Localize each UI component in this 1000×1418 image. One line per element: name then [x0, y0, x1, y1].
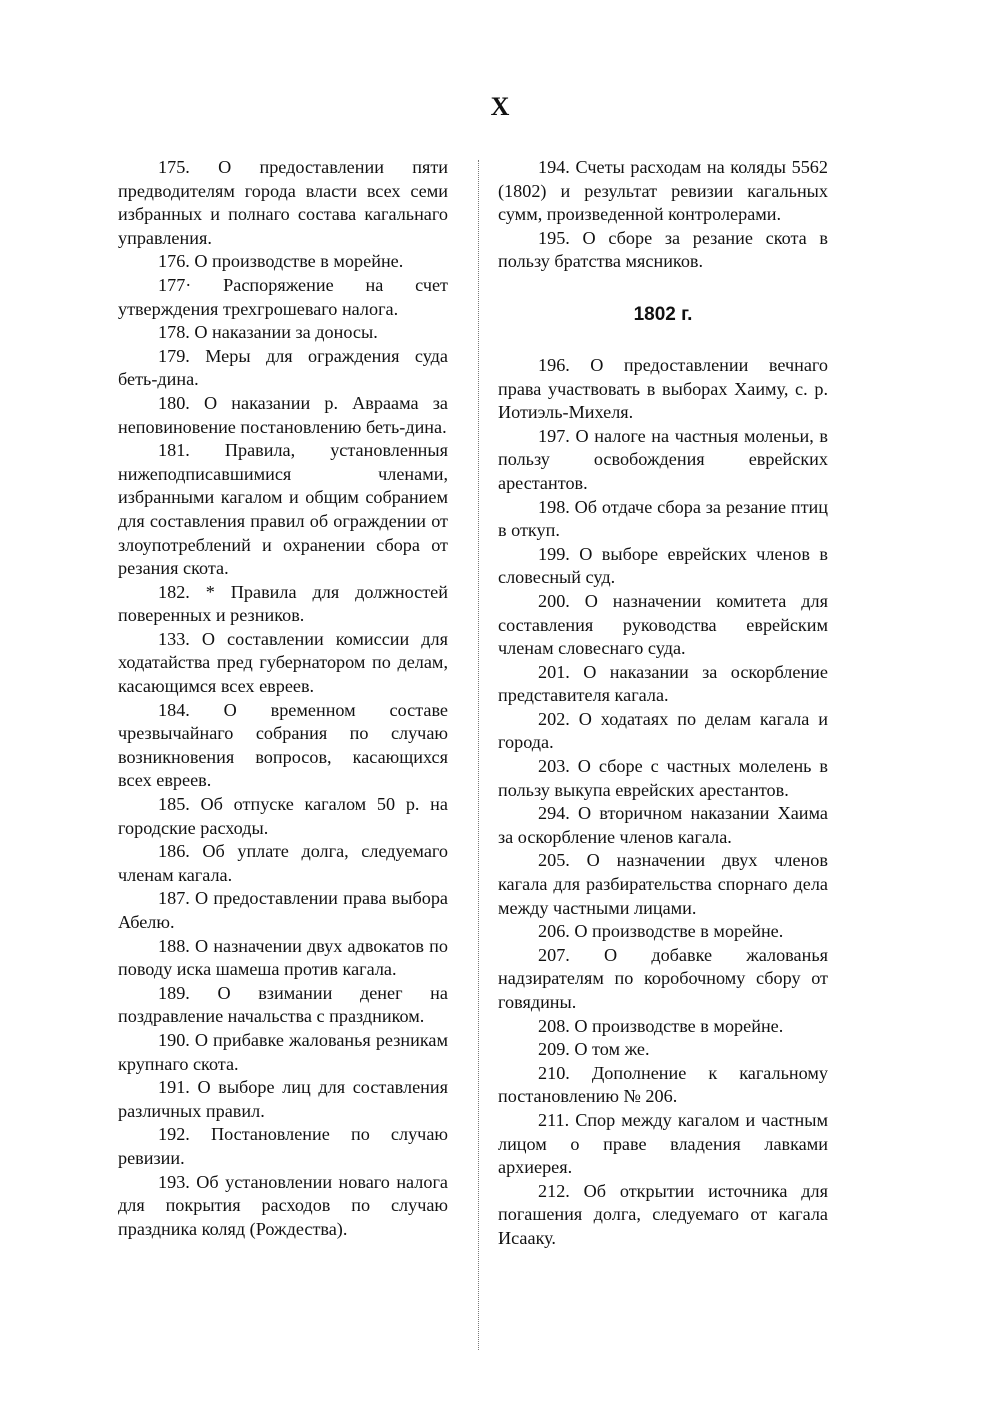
list-item: 181. Правила, установленныя нижеподписавшимися членами, избранными кагалом и общим собранием для составления правил об ограждении от злоупотреблений и охранении сбора от резания скота. — [118, 440, 448, 579]
list-item: 205. О назначении двух членов кагала для разбирательства спорнаго дела между частными лицами. — [498, 850, 828, 918]
list-item: 187. О предоставлении права выбора Абелю. — [118, 888, 448, 932]
list-item: 190. О прибавке жалованья резникам крупнаго скота. — [118, 1029, 448, 1074]
list-item: 185. Об отпуске кагалом 50 р. на городские расходы. — [118, 794, 448, 838]
left-column — [118, 156, 448, 1241]
list-item: 199. О выборе еврейских членов в словесный суд. — [498, 543, 828, 588]
list-item: 210. Дополнение к кагальному постановлению № 206. — [498, 1062, 828, 1107]
list-item: 179. Меры для ограждения суда беть-дина. — [118, 345, 448, 390]
list-item: 211. Спор между кагалом и частным лицом о праве владения лавками архиерея. — [498, 1109, 828, 1178]
list-item: 201. О наказании за оскорбление представителя кагала. — [498, 661, 828, 706]
list-item: 212. Об открытии источника для погашения долга, следуемаго от кагала Исааку. — [498, 1180, 828, 1248]
list-item: 193. Об установлении новаго налога для покрытия расходов по случаю праздника коляд (Рождества). — [118, 1171, 448, 1239]
list-item: 202. О ходатаях по делам кагала и города. — [498, 708, 828, 753]
list-item: 203. О сборе с частных молелень в пользу выкупа еврейских арестантов. — [498, 756, 828, 800]
list-item: 198. Об отдаче сбора за резание птиц в откуп. — [498, 496, 828, 541]
list-item: 196. О предоставлении вечнаго права участвовать в выборах Хаиму, с. р. Иотиэль-Михеля. — [498, 354, 828, 423]
year-heading: 1802 г. — [633, 303, 693, 325]
right-column — [498, 156, 828, 1251]
list-item: 178. О наказании за доносы. — [158, 322, 378, 343]
list-item: 200. О назначении комитета для составления руководства еврейским членам словеснаго суда. — [498, 590, 828, 659]
list-item: 133. О составлении комиссии для ходатайства пред губернатором по делам, касающимся всех евреев. — [118, 628, 448, 697]
list-item: 197. О налоге на частныя моленьи, в пользу освобождения еврейских арестантов. — [498, 425, 828, 493]
page-number: X — [490, 92, 510, 121]
list-item: 186. Об уплате долга, следуемаго членам кагала. — [118, 841, 448, 885]
list-item: 184. О временном составе чрезвычайнаго собрания по случаю возникновения вопросов, касающихся всех евреев. — [118, 699, 448, 791]
list-item: 209. О том же. — [538, 1039, 650, 1060]
list-item: 206. О производстве в морейне. — [538, 921, 784, 942]
list-item: 175. О предоставлении пяти предводителям города власти всех семи избранных и полнаго состава кагальнаго управления. — [118, 157, 448, 248]
list-item: 207. О добавке жалованья надзирателям по коробочному сбору от говядины. — [498, 944, 828, 1012]
list-item: 194. Счеты расходам на коляды 5562 (1802) и результат ревизии кагальных сумм, произведенной контролерами. — [498, 157, 828, 225]
list-item: 182. * Правила для должностей поверенных и резников. — [118, 581, 448, 626]
column-divider — [478, 160, 479, 1350]
list-item: 188. О назначении двух адвокатов по поводу иска шамеша против кагала. — [118, 935, 448, 980]
list-item: 195. О сборе за резание скота в пользу братства мясников. — [498, 227, 828, 272]
list-item: 177· Распоряжение на счет утверждения трехгрошеваго налога. — [118, 274, 448, 319]
list-item: 180. О наказании р. Авраама за неповиновение постановлению беть-дина. — [118, 392, 448, 437]
list-item: 208. О производстве в морейне. — [538, 1015, 784, 1036]
list-item: 189. О взимании денег на поздравление начальства с праздником. — [118, 982, 448, 1027]
list-item: 176. О производстве в морейне. — [158, 251, 404, 272]
list-item: 294. О вторичном наказании Хаима за оскорбление членов кагала. — [498, 803, 828, 847]
list-item: 192. Постановление по случаю ревизии. — [118, 1124, 448, 1168]
list-item: 191. О выборе лиц для составления различных правил. — [118, 1077, 448, 1121]
